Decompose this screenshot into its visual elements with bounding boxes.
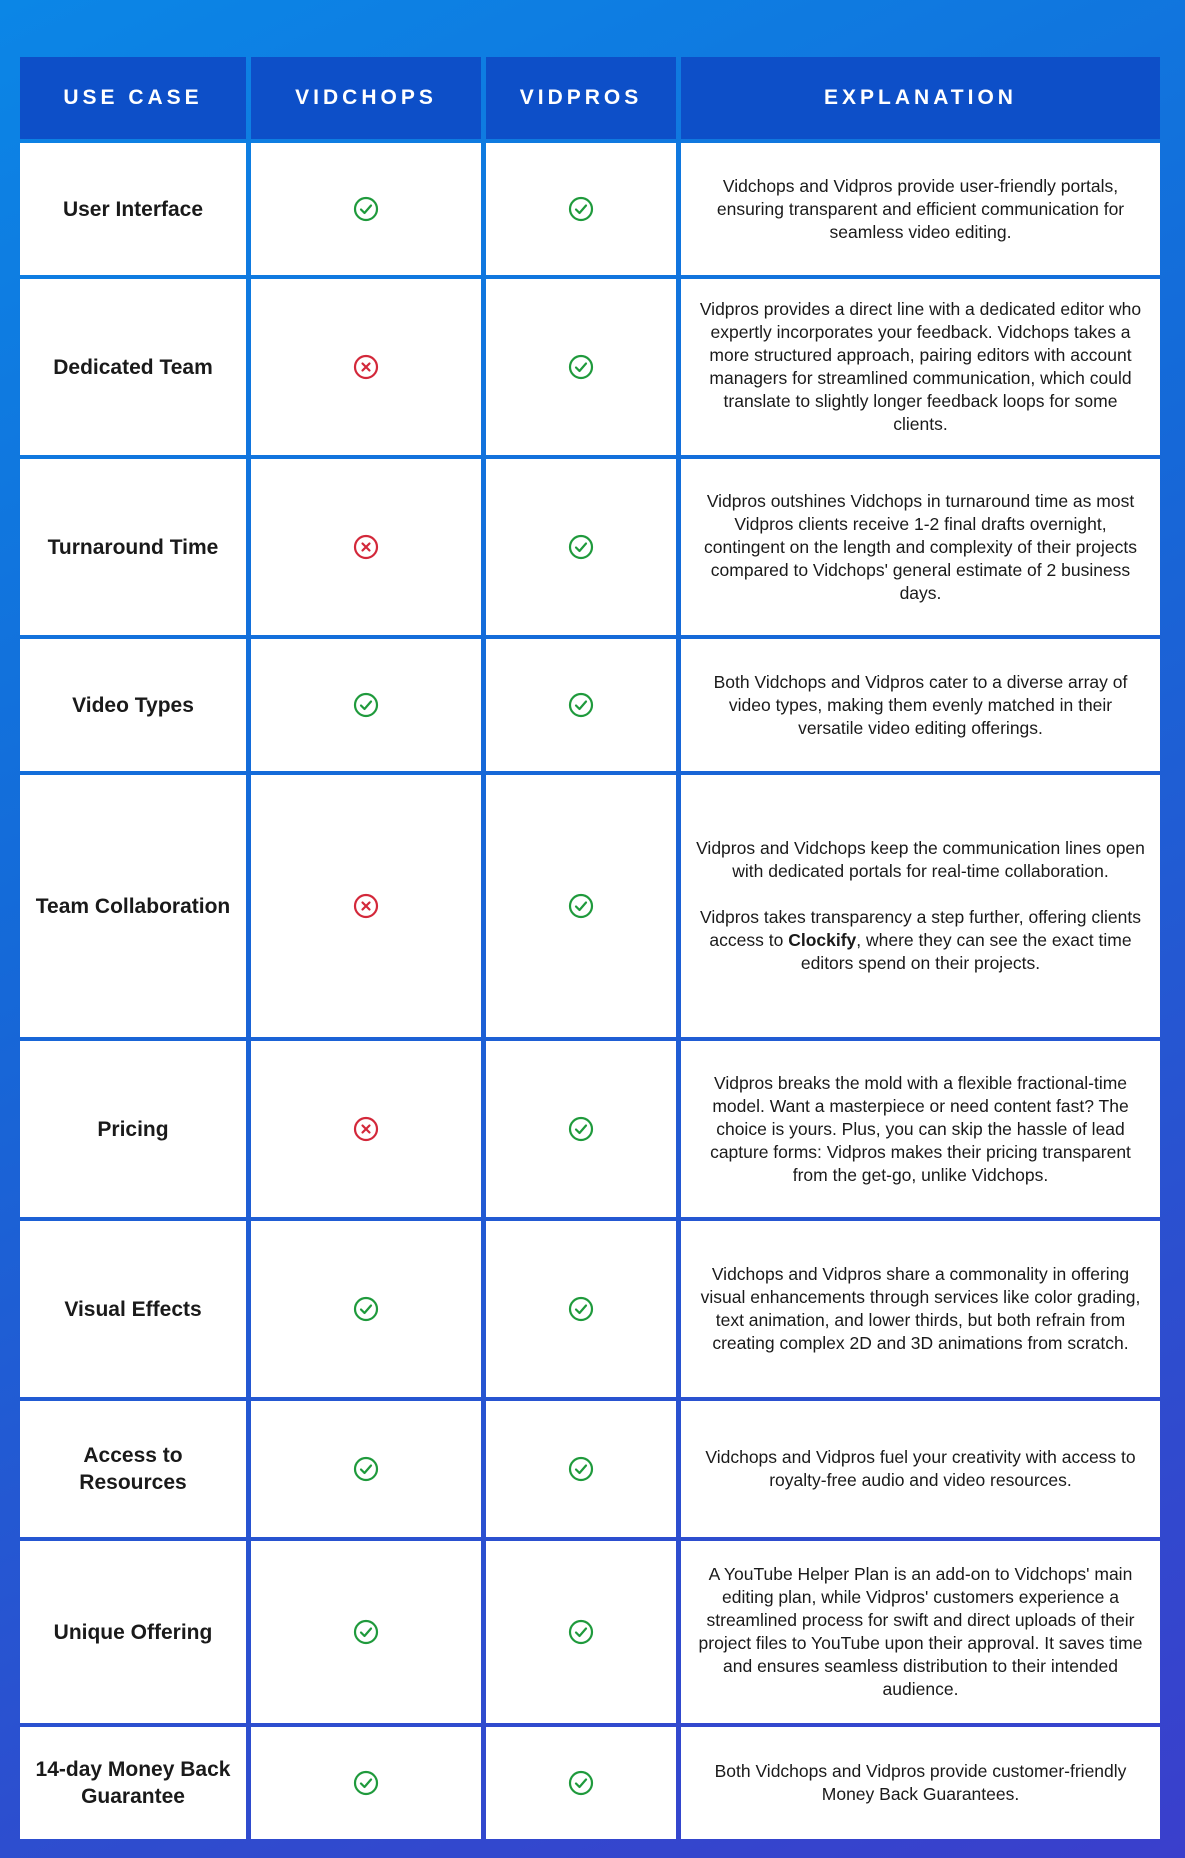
header-explanation: EXPLANATION <box>681 57 1160 139</box>
use-case-label: Visual Effects <box>64 1297 202 1321</box>
check-icon <box>353 196 379 222</box>
vidchops-cell <box>251 459 481 635</box>
cross-icon <box>353 1116 379 1142</box>
check-icon <box>353 692 379 718</box>
explanation-cell <box>681 1541 1160 1723</box>
use-case-label: Unique Offering <box>53 1620 213 1644</box>
check-icon <box>568 692 594 718</box>
use-case-cell <box>20 1401 246 1537</box>
use-case-label: Dedicated Team <box>53 355 213 379</box>
cross-icon <box>353 893 379 919</box>
vidpros-cell <box>486 143 676 275</box>
explanation-paragraph: A YouTube Helper Plan is an add-on to Vidchops' main editing plan, while Vidpros' customers experience a streamlined process for swift and direct uploads of their project files to YouTube upon their approval. It saves time and ensures seamless distribution to their intended audience. <box>698 1564 1143 1699</box>
vidchops-cell <box>251 1541 481 1723</box>
use-case-cell <box>20 143 246 275</box>
use-case-cell <box>20 1541 246 1723</box>
use-case-label: 14-day Money Back Guarantee <box>35 1758 231 1808</box>
vidpros-cell <box>486 775 676 1037</box>
check-icon <box>353 1770 379 1796</box>
vidpros-cell <box>486 1221 676 1397</box>
vidpros-cell <box>486 639 676 771</box>
vidchops-cell <box>251 775 481 1037</box>
explanation-cell <box>681 1041 1160 1217</box>
explanation-cell <box>681 279 1160 455</box>
use-case-label: Video Types <box>72 693 194 717</box>
explanation-cell <box>681 775 1160 1037</box>
vidchops-cell <box>251 1401 481 1537</box>
check-icon <box>568 354 594 380</box>
use-case-cell <box>20 639 246 771</box>
use-case-cell <box>20 1041 246 1217</box>
header-use-case: USE CASE <box>20 57 246 139</box>
explanation-paragraph: Vidpros provides a direct line with a dedicated editor who expertly incorporates your feedback. Vidchops takes a more structured approach, pairing editors with account managers for streamlined communication, which could translate to slightly longer feedback loops for some clients. <box>699 299 1142 434</box>
use-case-label: Access to Resources <box>79 1444 187 1494</box>
use-case-cell <box>20 459 246 635</box>
explanation-paragraph: Both Vidchops and Vidpros cater to a diverse array of video types, making them evenly matched in their versatile video editing offerings. <box>713 671 1128 738</box>
check-icon <box>568 893 594 919</box>
explanation-paragraph: Vidpros takes transparency a step further, offering clients access to Clockify, where they can see the exact time editors spend on their projects. <box>700 907 1141 973</box>
check-icon <box>568 1296 594 1322</box>
use-case-label: Team Collaboration <box>35 894 231 918</box>
use-case-cell <box>20 1727 246 1839</box>
use-case-cell <box>20 775 246 1037</box>
vidpros-cell <box>486 1541 676 1723</box>
header-vidchops: VIDCHOPS <box>251 57 481 139</box>
explanation-cell <box>681 143 1160 275</box>
check-icon <box>568 1770 594 1796</box>
vidpros-cell <box>486 459 676 635</box>
explanation-paragraph: Vidpros and Vidchops keep the communication lines open with dedicated portals for real-time collaboration. <box>696 838 1145 881</box>
explanation-paragraph: Both Vidchops and Vidpros provide customer-friendly Money Back Guarantees. <box>714 1761 1127 1804</box>
clockify-emphasis: Clockify <box>788 930 857 950</box>
vidpros-cell <box>486 1041 676 1217</box>
check-icon <box>353 1456 379 1482</box>
explanation-paragraph: Vidpros breaks the mold with a flexible fractional-time model. Want a masterpiece or need content fast? The choice is yours. Plus, you can skip the hassle of lead capture forms: Vidpros makes their pricing transparent from the get-go, unlike Vidchops. <box>710 1072 1131 1185</box>
check-icon <box>353 1619 379 1645</box>
use-case-label: Turnaround Time <box>47 535 219 559</box>
use-case-cell <box>20 279 246 455</box>
explanation-cell <box>681 459 1160 635</box>
use-case-label: User Interface <box>62 197 204 221</box>
vidpros-cell <box>486 1401 676 1537</box>
vidchops-cell <box>251 1727 481 1839</box>
use-case-cell <box>20 1221 246 1397</box>
explanation-paragraph: Vidchops and Vidpros provide user-friendly portals, ensuring transparent and efficient communication for seamless video editing. <box>716 175 1125 242</box>
vidchops-cell <box>251 1221 481 1397</box>
check-icon <box>568 1456 594 1482</box>
vidpros-cell <box>486 279 676 455</box>
check-icon <box>568 196 594 222</box>
explanation-cell <box>681 1401 1160 1537</box>
check-icon <box>353 1296 379 1322</box>
check-icon <box>568 1116 594 1142</box>
explanation-cell <box>681 1727 1160 1839</box>
comparison-table <box>20 57 1161 1839</box>
explanation-paragraph: Vidchops and Vidpros share a commonality in offering visual enhancements through services like color grading, text animation, and lower thirds, but both refrain from creating complex 2D and 3D animations from scratch. <box>700 1264 1141 1353</box>
explanation-paragraph: Vidchops and Vidpros fuel your creativity with access to royalty-free audio and video resources. <box>705 1447 1136 1490</box>
header-vidpros: VIDPROS <box>486 57 676 139</box>
vidchops-cell <box>251 279 481 455</box>
vidchops-cell <box>251 1041 481 1217</box>
cross-icon <box>353 534 379 560</box>
vidpros-cell <box>486 1727 676 1839</box>
cross-icon <box>353 354 379 380</box>
vidchops-cell <box>251 143 481 275</box>
explanation-cell <box>681 639 1160 771</box>
vidchops-cell <box>251 639 481 771</box>
check-icon <box>568 1619 594 1645</box>
use-case-label: Pricing <box>97 1117 169 1141</box>
explanation-cell <box>681 1221 1160 1397</box>
check-icon <box>568 534 594 560</box>
explanation-paragraph: Vidpros outshines Vidchops in turnaround time as most Vidpros clients receive 1-2 final drafts overnight, contingent on the length and complexity of their projects compared to Vidchops' general estimate of 2 business days. <box>704 490 1137 603</box>
